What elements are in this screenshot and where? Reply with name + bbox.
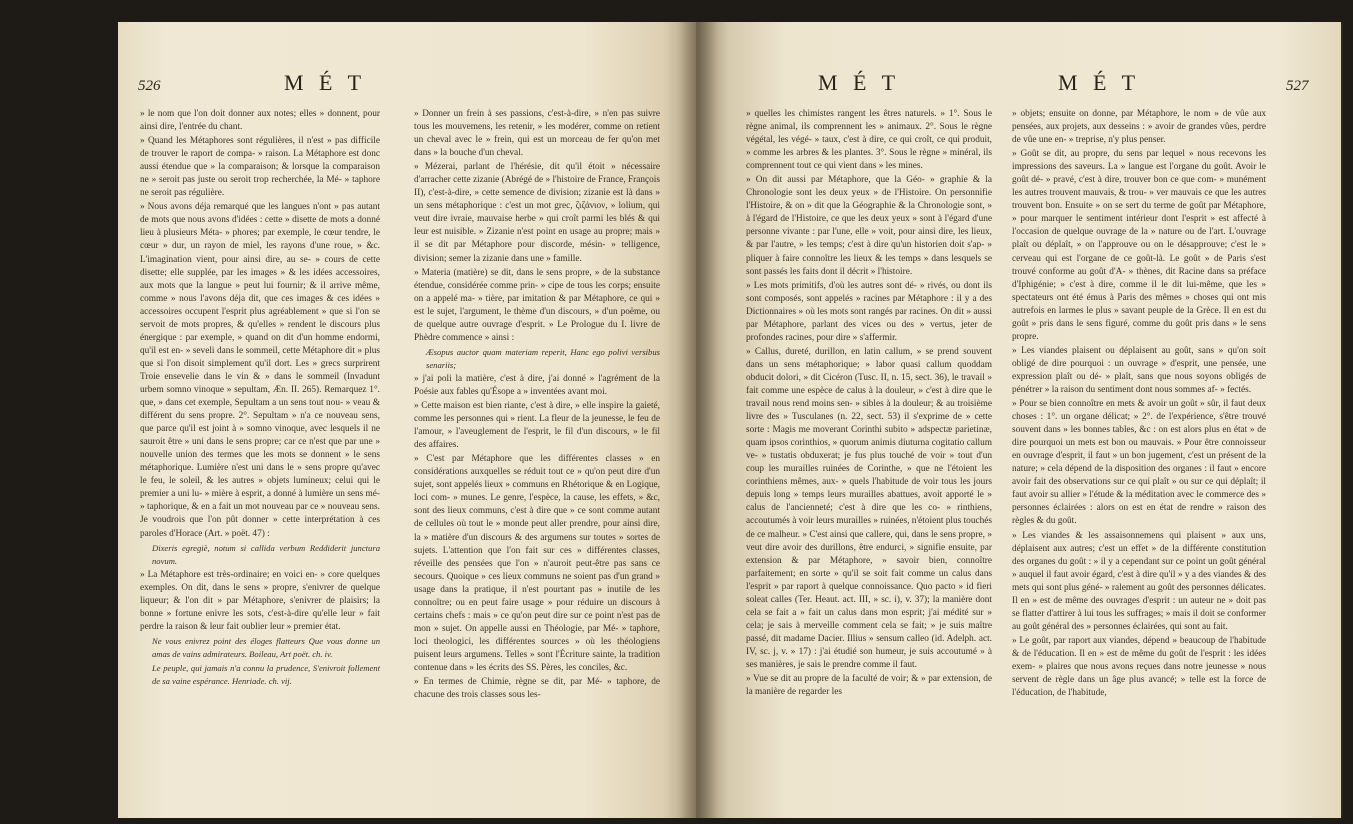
right-running-title-right: M É T: [1058, 70, 1141, 95]
text-paragraph: Ne vous enivrez point des éloges flatteurs Que vous donne un amas de vains admirateurs. Boileau, Art poët. ch. iv.: [152, 635, 380, 659]
text-paragraph: » On dit aussi par Métaphore, que la Géo- » graphie & la Chronologie sont les deux yeux » de l'Histoire. On personnifie l'Histoire, & on » dit que la Géographie & la Chronologie sont, » à l'égard de l'Histoire, ce que les deux yeux » sont à l'égard d'une personne vivante : par l'une, elle » voit, pour ainsi dire, les lieux, & par l'autre, » les temps; c'est à dire qu'un historien doit s'ap- » pliquer à faire connoître les lieux & les temps » dans lesquels se sont passés les faits dont il décrit » l'histoire.: [746, 175, 992, 277]
right-running-title-left: M É T: [818, 70, 901, 95]
text-paragraph: » La Métaphore est très-ordinaire; en voici en- » core quelques exemples. On dit, dans le sens » propre, s'enivrer de quelque liqueur; & l'on dit » par Métaphore, s'enivrer de plaisirs; la bonne » fortune enivre les sots, c'est-à-dire qu'elle leur » fait perdre la raison & leur fait oublier leur » premier état.: [140, 569, 380, 632]
right-page-column-1: [746, 108, 992, 700]
left-page-number: 526: [138, 78, 161, 94]
left-running-title: M É T: [284, 70, 367, 95]
left-page-column-2: [414, 108, 660, 703]
right-page-number: 527: [1286, 78, 1309, 94]
open-book: [118, 22, 1343, 818]
text-paragraph: Le peuple, qui jamais n'a connu la prudence, S'enivroit follement de sa vaine espérance. Henriade. ch. vij.: [152, 662, 380, 687]
left-page-column-1: [140, 108, 380, 689]
text-paragraph: » Les mots primitifs, d'où les autres sont dé- » rivés, ou dont ils sont composés, sont appelés » racines par Métaphore : il y a des Dictionnaires » où les mots sont rangés par racines. On dit » aussi par Métaphore, parlant des vices ou des » vertus, jeter de profondes racines, pour dire » s'affermir.: [746, 280, 992, 343]
right-page-column-2: [1012, 108, 1266, 701]
text-paragraph: » objets; ensuite on donne, par Métaphore, le nom » de vûe aux pensées, aux projets, aux desseins : » avoir de grandes vûes, perdre de vûe une en- » treprise, n'y plus penser.: [1012, 109, 1266, 146]
text-paragraph: » Les viandes plaisent ou déplaisent au goût, sans » qu'on soit obligé de dire pourquoi : un ouvrage » d'esprit, une pensée, une expression plaît ou dé- » plaît, sans que nous soyons obligés de pénétrer » la raison du sentiment dont nous sommes af- » fectés.: [1012, 345, 1266, 395]
text-paragraph: » Quand les Métaphores sont régulières, il n'est » pas difficile de trouver le raport de compa- » raison. La Métaphore est donc aussi étendue que » la comparaison; & lorsque la comparaison ne » seroit pas juste ou seroit trop recherchée, la Mé- » taphore ne seroit pas régulière.: [140, 136, 380, 199]
text-paragraph: » C'est par Métaphore que les différentes classes » en considérations auxquelles se réduit tout ce » qu'on peut dire d'un sujet, sont appelés lieux » communs en Rhétorique & en Logique, loci com- » munes. Le genre, l'espèce, la cause, les effets, » &c, sont des lieux communs, c'est à dire que » ce sont comme autant de cellules où tout le » monde peut aller prendre, pour ainsi dire, la » matière d'un discours & des argumens sur toutes » sortes de sujets. L'attention que l'on fait sur ces » différentes classes, réveille des pensées que l'on » n'auroit peut-être pas sans ce secours. Quoique » ces lieux communs ne soient pas d'un grand » usage dans la pratique, il n'est pourtant pas » inutile de les connoître; ou en peut faire usage » pour réduire un discours à certains chefs : mais » ce qu'on peut dire sur ce point n'est pas de mon » sujet. On appelle aussi en Théologie, par Mé- » taphore, loci theologici, les différentes sources » où les théologiens puisent leurs argumens. Telles » sont l'Écriture sainte, la tradition contenue dans » les écrits des SS. Pères, les conciles, &c.: [414, 454, 660, 673]
text-paragraph: » Cette maison est bien riante, c'est à dire, » elle inspire la gaieté, comme les personnes qui » rient. La fleur de la jeunesse, le feu de l'amour, » l'aveuglement de l'esprit, le fil d'un discours, » le fil des affaires.: [414, 401, 660, 451]
text-paragraph: » Goût se dit, au propre, du sens par lequel » nous recevons les impressions des saveurs. La » langue est l'organe du goût. Avoir le goût dé- » pravé, c'est à dire, trouver bon ce que com- » munément les autres trouvent mauvais, & trou- » ver mauvais ce que les autres trouvent bon. Ensuite » on se sert du terme de goût par Métaphore, » pour marquer le sentiment intérieur dont l'esprit » est affecté à l'occasion de quelque ouvrage de la » nature ou de l'art. L'ouvrage plaît ou déplaît, » on l'approuve ou on le désapprouve; c'est le » cerveau qui est l'organe de ce goût-là. Le goût » de Paris s'est trouvé conforme au goût d'A- » thènes, dit Racine dans sa préface d'Iphigénie; » c'est à dire, comme il le dit lui-même, que les » spectateurs ont été émus à Paris des mêmes » choses qui ont mis autrefois en larmes le plus » savant peuple de la Grèce. Il en est du goût » pris dans le sens figuré, comme du goût pris dans » le sens propre.: [1012, 149, 1266, 342]
text-paragraph: » En termes de Chimie, règne se dit, par Mé- » taphore, de chacune des trois classes sous les-: [414, 677, 660, 701]
text-paragraph: » quelles les chimistes rangent les êtres naturels. » 1°. Sous le règne animal, ils comprennent les » animaux. 2°. Sous le règne végétal, les végé- » taux, c'est à dire, ce qui croît, ce qui produit, » comme les arbres & les plantes. 3°. Sous le règne » minéral, ils comprennent tout ce qui vient dans » les mines.: [746, 109, 992, 172]
left-page: [118, 22, 698, 818]
text-paragraph: » Pour se bien connoître en mets & avoir un goût » sûr, il faut deux choses : 1°. un organe délicat; » 2°. de l'expérience, s'être trouvé souvent dans » les bonnes tables, &c : on est alors plus en état » de dire pourquoi un mets est bon ou mauvais. » Pour être connoisseur en ouvrage d'esprit, il faut » un bon jugement, c'est un présent de la nature; » cela dépend de la disposition des organes : il faut » encore avoir fait des observations sur ce qui plaît » ou sur ce qui déplaît; il faut avoir su allier » l'étude & la méditation avec le commerce des » personnes éclairées : alors on est en état de rendre » raison des règles & du goût.: [1012, 399, 1266, 527]
text-paragraph: » Les viandes & les assaisonnemens qui plaisent » aux uns, déplaisent aux autres; c'est un effet » de la différente constitution des organes du goût : » il y a cependant sur ce point un goût général » auquel il faut avoir égard, c'est à dire qu'il » y a des viandes & des mets qui sont plus géné- » ralement au goût des personnes délicates. Il en » est de même des ouvrages d'esprit : un auteur ne » doit pas se flatter d'attirer à lui tous les suffrages; » mais il doit se conformer au goût général des » personnes éclairées, qui sont au fait.: [1012, 530, 1266, 632]
right-page-header: [696, 70, 1341, 98]
text-paragraph: » Le goût, par raport aux viandes, dépend » beaucoup de l'habitude & de l'éducation. Il en » est de même du goût de l'esprit : les idées exem- » plaires que nous avons reçues dans notre jeunesse » nous servent de règle dans un âge plus avancé; » telle est la force de l'éducation, de l'habitude,: [1012, 635, 1266, 699]
left-page-header: [118, 70, 698, 98]
right-page: [696, 22, 1341, 818]
text-paragraph: » le nom que l'on doit donner aux notes; elles » donnent, pour ainsi dire, l'entrée du chant.: [140, 109, 380, 133]
text-paragraph: » Callus, dureté, durillon, en latin callum, » se prend souvent dans un sens métaphorique; » labor quasi callum quoddam obducit dolori, » dit Cicéron (Tusc. II, n. 15, sect. 36), le travail » fait comme une espèce de calus à la douleur, » c'est à dire que le travail nous rend moins sen- » sibles à la douleur; & au troisième livre des » Tusculanes (n. 22, sect. 53) il s'exprime de » cette sorte : Magis me moverant Corinthi subito » adspectæ parietinæ, quam ipsos corinthios, » quorum animis diuturna cogitatio callum ve- » tustatis obduxerat; je fus plus touché de voir » tout d'un coup les murailles ruinées de Corinthe, » que ne l'étoient les corinthiens mêmes, aux- » quels l'habitude de voir tous les jours depuis long » temps leurs murailles abattues, avoit apporté le » calus de l'ancienneté; c'est à dire que les co- » rinthiens, accoutumés à voir leurs murailles » ruinées, n'étoient plus touchés de ce malheur. » C'est ainsi que callere, qui, dans le sens propre, » veut dire avoir des durillons, être endurci, » signifie ensuite, par extension & par Métaphore, » savoir bien, connoître parfaitement; en sorte » qu'il se soit fait comme un calus dans l'esprit » par raport à quelque connoissance. Quo pacto » id fieri soleat calles (Ter. Heaut. act. III, » sc. i), v. 37); la manière dont cela se fait a » fait un calus dans mon esprit; j'ai médité sur » cela; je sais à merveille comment cela se fait; » je suis maître passé, dit madame Dacier. Illius » sensum calleo (id. Adelph. act. IV, sc. j, v. » 17) : j'ai étudié son humeur, je suis accoutumé » à ses manières, je sais le prendre comme il faut.: [746, 346, 992, 670]
text-paragraph: » Vue se dit au propre de la faculté de voir; & » par extension, de la manière de regarder les: [746, 674, 992, 698]
text-paragraph: » Materia (matière) se dit, dans le sens propre, » de la substance étendue, considérée comme prin- » cipe de tous les corps; ensuite on a appelé ma- » tière, par imitation & par Métaphore, ce qui » est le sujet, l'argument, le thème d'un discours, » d'un poëme, ou de quelque autre ouvrage d'esprit. » Le Prologue du I. livre de Phèdre commence » ainsi :: [414, 267, 660, 343]
text-paragraph: Dixeris egregiè, notum si callida verbum Reddiderit junctura novum.: [152, 542, 380, 566]
book-gutter: [678, 22, 718, 818]
text-paragraph: » Mézerai, parlant de l'hérésie, dit qu'il étoit » nécessaire d'arracher cette zizanie (Abrégé de » l'histoire de France, François II), c'est-à-dire, » cette semence de division; zizanie est là dans » un sens métaphorique : c'est un mot grec, ζιζάνιον, » lolium, qui veut dire ivraie, mauvaise herbe » qui croît parmi les blés & qui leur est nuisible. » Zizanie n'est point en usage au propre; mais » il se dit par Métaphore pour discorde, mésin- » telligence, division; semer la zizanie dans une » famille.: [414, 162, 660, 264]
text-paragraph: Æsopus auctor quam materiam reperit, Hanc ego polivi versibus senariis;: [426, 346, 660, 370]
text-paragraph: » j'ai poli la matière, c'est à dire, j'ai donné » l'agrément de la Poésie aux fables qu'Ésope a » inventées avant moi.: [414, 373, 660, 397]
text-paragraph: » Nous avons déja remarqué que les langues n'ont » pas autant de mots que nous avons d'idées : cette » disette de mots a donné lieu à plusieurs Méta- » phores; par exemple, le cœur tendre, le cœur » dur, un rayon de miel, les rayons d'une roue, » &c. L'imagination vient, pour ainsi dire, au se- » cours de cette disette; elle supplée, par les images » & les idées accessoires, aux mots que la langue » peut lui fournir; & il arrive même, comme » nous l'avons déja dit, que ces images & ces idées » accessoires occupent l'esprit plus agréablement » que si l'on se servoit de mots propres, & qu'elles » rendent le discours plus énergique : par exemple, » quand on dit d'un homme endormi, qu'il est en- » seveli dans le sommeil, cette Métaphore dit » plus que si l'on disoit simplement qu'il dort. Les » grecs surprirent Troie ensevelie dans le vin & » dans le sommeil (Invadunt urbem somno vinoque » sepultam, Æn. II. 265). Remarquez 1°. que, » dans cet exemple, Sepultam a un sens tout nou- » veau & différent du sens propre. 2°. Sepultam » n'a ce nouveau sens, que parce qu'il est joint à » somno vinoque, avec lesquels il ne sauroit être » uni dans le sens propre; car ce n'est que par une » nouvelle union des termes que les mots se donnent » le sens métaphorique. Lumière n'est uni dans le » sens propre qu'avec le feu, le soleil, & les autres » objets lumineux; celui qui le premier a uni lu- » mière à esprit, a donné à lumière un sens mé- » taphorique, & en a fait un mot nouveau par ce » nouveau sens. Je voudrois que l'on pût donner » cette interprétation à ces paroles d'Horace (Art. » poët. 47) :: [140, 202, 380, 539]
text-paragraph: » Donner un frein à ses passions, c'est-à-dire, » n'en pas suivre tous les mouvemens, les retenir, » les modérer, comme on retient un cheval avec le » frein, qui est un morceau de fer qu'on met dans » la bouche d'un cheval.: [414, 109, 660, 159]
